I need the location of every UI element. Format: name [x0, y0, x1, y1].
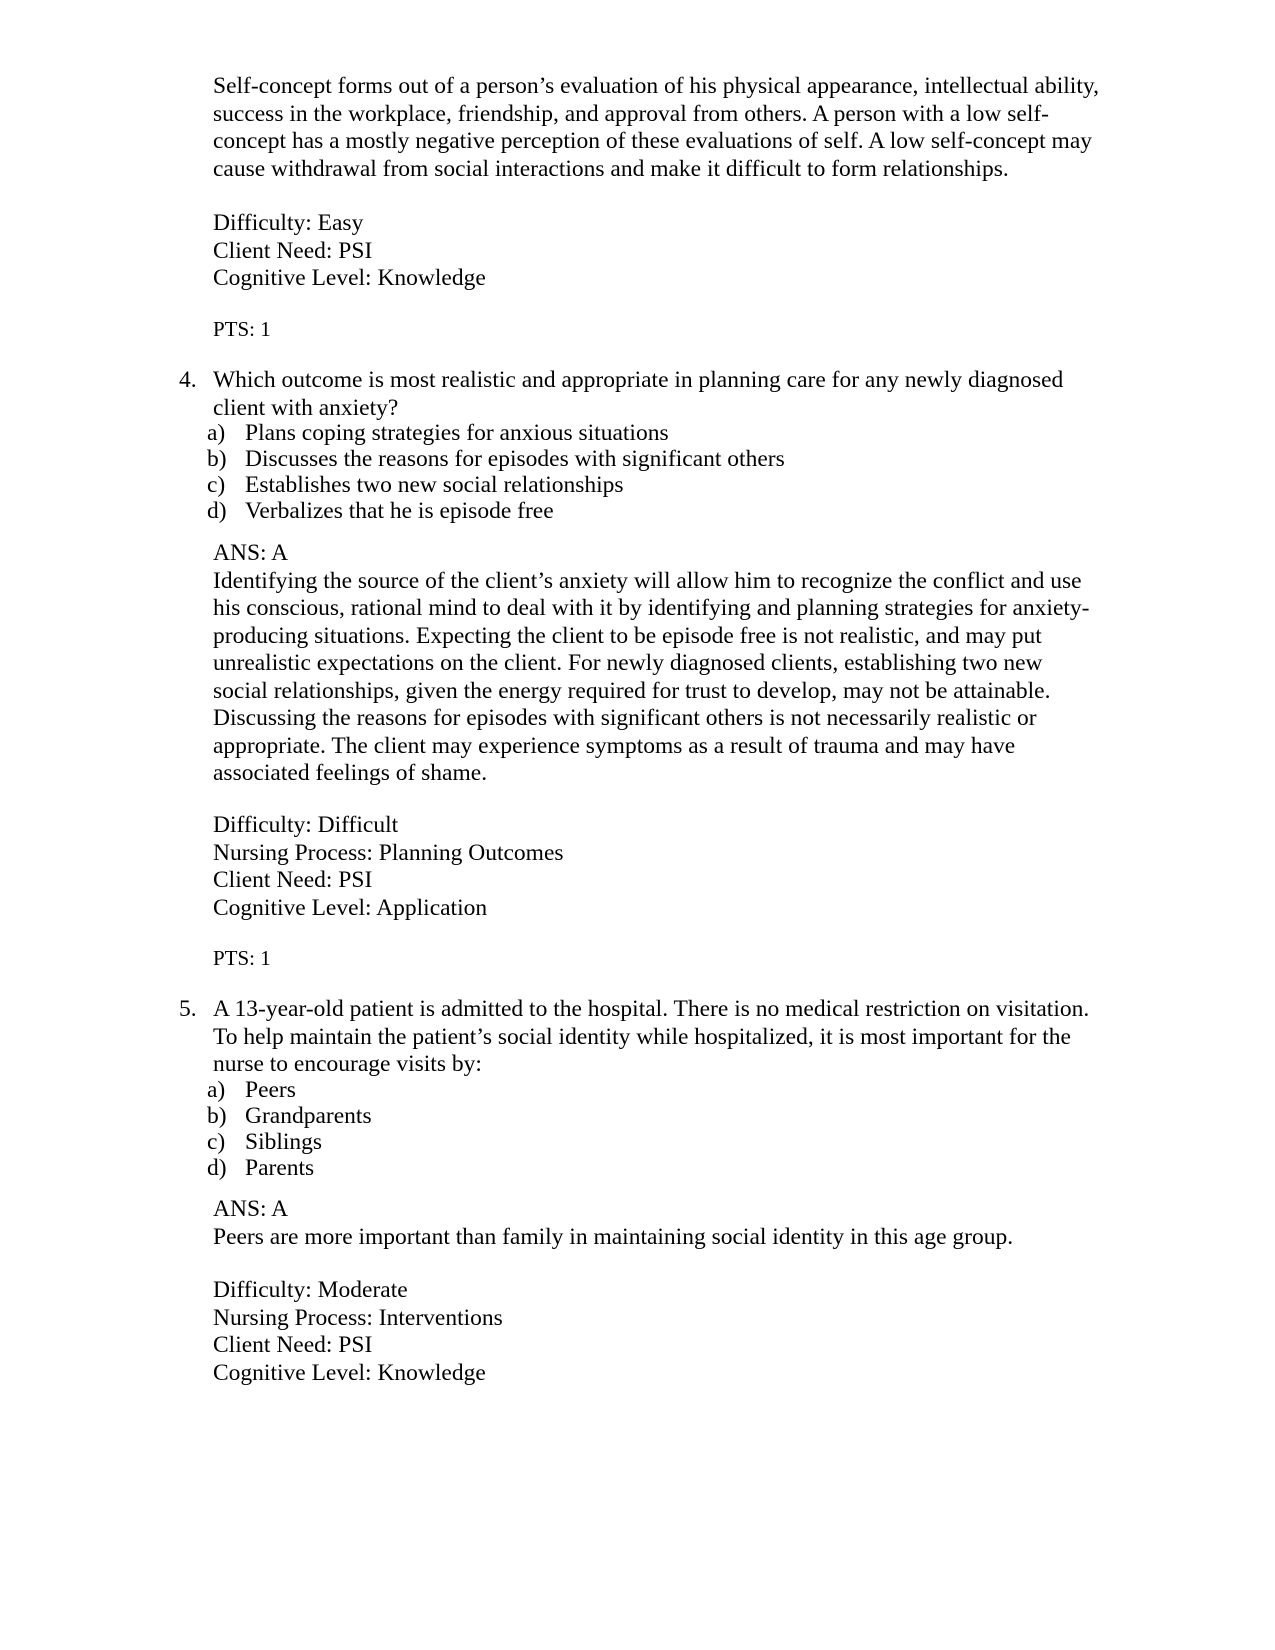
question-4-answer-block [213, 540, 1173, 788]
option-text: Discusses the reasons for episodes with significant others [245, 446, 785, 472]
rationale-line: appropriate. The client may experience symptoms as a result of trauma and may have [213, 732, 1016, 759]
option-text: Establishes two new social relationships [245, 472, 624, 498]
question-5-meta [213, 1277, 1173, 1387]
option-letter: d) [207, 498, 227, 524]
option-a [207, 420, 669, 448]
rationale-line: Peers are more important than family in maintaining social identity in this age group. [213, 1223, 1014, 1250]
option-letter: c) [207, 472, 226, 498]
stem-line: To help maintain the patient’s social identity while hospitalized, it is most important for the [213, 1023, 1071, 1050]
option-c [207, 472, 624, 500]
rationale-line: success in the workplace, friendship, and approval from others. A person with a low self- [213, 100, 1049, 127]
difficulty-label: Difficulty: Easy [213, 210, 364, 236]
option-a [207, 1077, 296, 1105]
stem-line: nurse to encourage visits by: [213, 1051, 482, 1077]
rationale-line: social relationships, given the energy required for trust to develop, may not be attainable. [213, 677, 1051, 704]
rationale-line: producing situations. Expecting the client to be episode free is not realistic, and may put [213, 622, 1042, 649]
nursing-process-label: Nursing Process: Interventions [213, 1304, 503, 1331]
rationale-line: concept has a mostly negative perception of these evaluations of self. A low self-concept may [213, 128, 1093, 154]
client-need-label: Client Need: PSI [213, 1332, 373, 1358]
rationale-line: his conscious, rational mind to deal with it by identifying and planning strategies for anxiety- [213, 595, 1090, 621]
question-4-points: PTS: 1 [213, 946, 271, 970]
option-letter: b) [207, 446, 227, 472]
rationale-line: unrealistic expectations on the client. For newly diagnosed clients, establishing two new [213, 650, 1043, 676]
prev-meta [213, 210, 1173, 293]
client-need-label: Client Need: PSI [213, 237, 373, 264]
question-4-meta [213, 812, 1173, 922]
option-letter: b) [207, 1103, 227, 1129]
answer-label: ANS: A [213, 1196, 289, 1222]
difficulty-label: Difficulty: Moderate [213, 1277, 408, 1303]
answer-label: ANS: A [213, 540, 289, 566]
stem-line: A 13-year-old patient is admitted to the hospital. There is no medical restriction on visitation. [213, 996, 1090, 1022]
rationale-line: Discussing the reasons for episodes with significant others is not necessarily realistic or [213, 705, 1037, 731]
rationale-line: associated feelings of shame. [213, 760, 488, 786]
question-number: 4. [179, 367, 197, 393]
option-text: Parents [245, 1155, 315, 1181]
nursing-process-label: Nursing Process: Planning Outcomes [213, 839, 564, 866]
question-number: 5. [179, 996, 197, 1022]
client-need-label: Client Need: PSI [213, 867, 373, 893]
question-5-answer-block [213, 1196, 1173, 1251]
cognitive-level-label: Cognitive Level: Knowledge [213, 1359, 486, 1386]
cognitive-level-label: Cognitive Level: Application [213, 894, 488, 921]
rationale-line: cause withdrawal from social interactions and make it difficult to form relationships. [213, 155, 1009, 182]
option-text: Peers [245, 1077, 296, 1103]
option-text: Siblings [245, 1129, 323, 1155]
question-4-stem [213, 367, 1173, 422]
option-letter: c) [207, 1129, 226, 1155]
option-letter: d) [207, 1155, 227, 1181]
option-text: Verbalizes that he is episode free [245, 498, 554, 524]
option-d [207, 498, 554, 526]
option-c [207, 1129, 322, 1157]
stem-line: Which outcome is most realistic and appropriate in planning care for any newly diagnosed [213, 367, 1064, 393]
option-text: Plans coping strategies for anxious situations [245, 420, 669, 446]
option-b [207, 446, 785, 474]
option-text: Grandparents [245, 1103, 372, 1129]
stem-line: client with anxiety? [213, 394, 399, 421]
prev-rationale [213, 73, 1173, 183]
question-5-stem [213, 996, 1173, 1079]
option-b [207, 1103, 372, 1131]
option-letter: a) [207, 1077, 226, 1103]
rationale-line: Self-concept forms out of a person’s evaluation of his physical appearance, intellectual ability, [213, 73, 1099, 99]
rationale-line: Identifying the source of the client’s anxiety will allow him to recognize the conflict and use [213, 567, 1082, 594]
option-letter: a) [207, 420, 226, 446]
difficulty-label: Difficulty: Difficult [213, 812, 399, 838]
option-d [207, 1155, 314, 1183]
prev-points: PTS: 1 [213, 317, 271, 341]
cognitive-level-label: Cognitive Level: Knowledge [213, 265, 486, 291]
